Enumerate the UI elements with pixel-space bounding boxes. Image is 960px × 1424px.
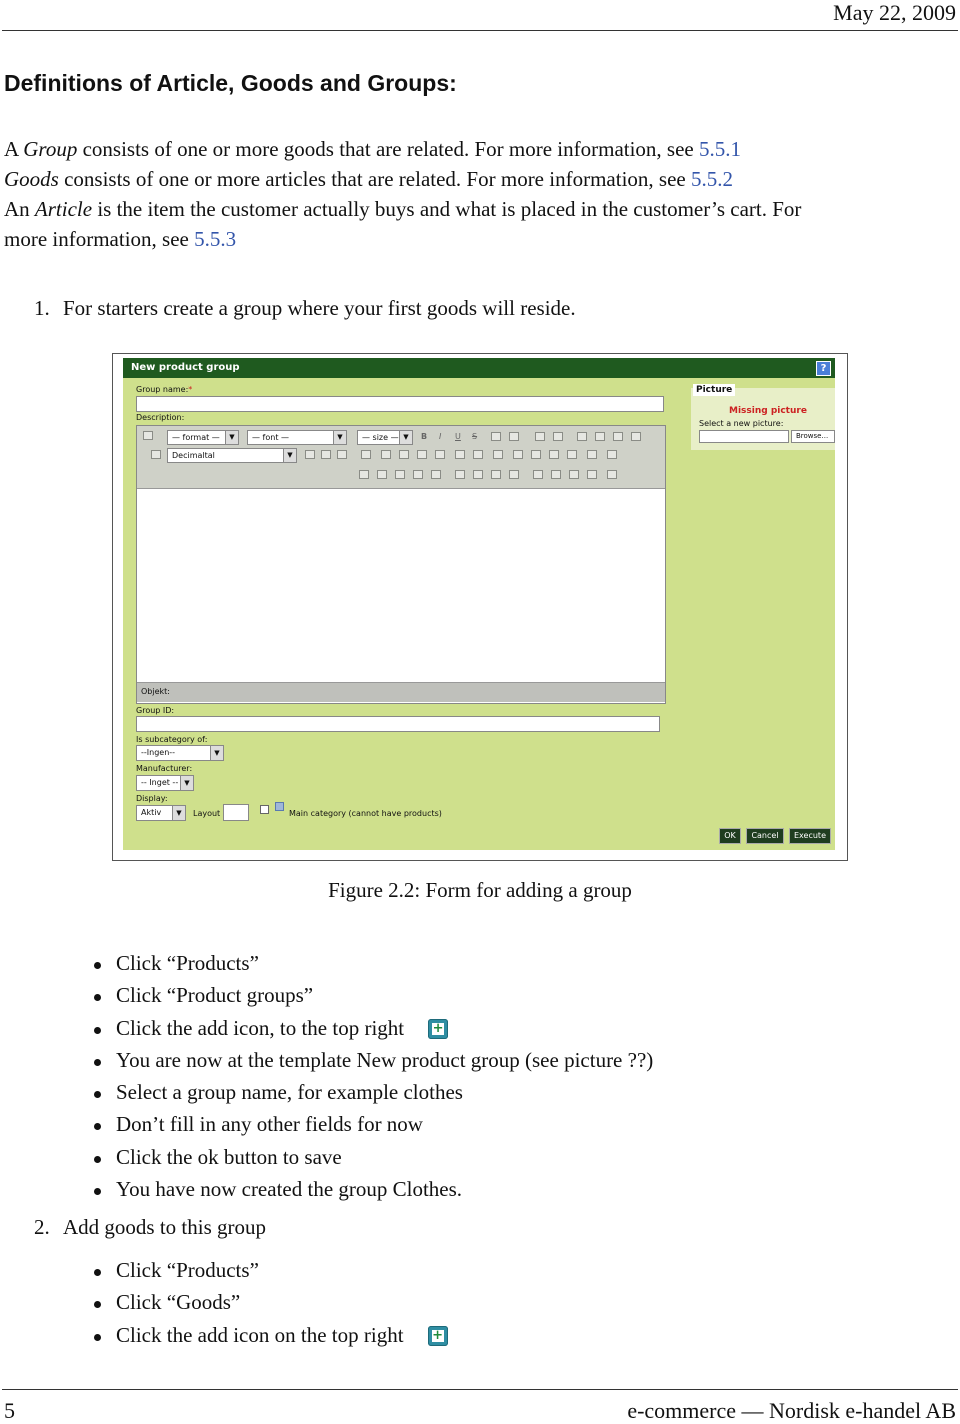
figure-screenshot [112,353,848,861]
undo-icon[interactable] [455,450,465,459]
list-item [90,1077,653,1109]
list-item-text: Select a group name, for example clothes [116,1080,463,1105]
step-text: Add goods to this group [63,1215,267,1239]
subcategory-value: --Ingen-- [141,748,176,757]
definition-line [4,164,960,194]
step-number: 2. [34,1215,50,1239]
definition-ref-link[interactable]: 5.5.3 [194,227,237,251]
definition-line [4,134,960,164]
hr-icon[interactable] [513,450,523,459]
list-icon[interactable] [151,450,161,459]
list-item-text: You have now created the group Clothes. [116,1177,463,1202]
col-delete-icon[interactable] [587,470,597,479]
definition-term: Article [34,197,93,221]
new-product-group-form [123,358,835,850]
header-date: May 22, 2009 [833,0,956,25]
list-item [90,1013,653,1045]
description-label: Description: [136,413,185,422]
subcategory-label: Is subcategory of: [136,735,208,744]
text-color-icon[interactable] [491,432,501,441]
align-center-icon[interactable] [595,432,605,441]
display-label: Display: [136,794,168,803]
cut-icon[interactable] [359,470,369,479]
figure-caption: Figure 2.2: Form for adding a group [328,878,632,902]
footer-rule [2,1389,958,1390]
manufacturer-value: -- Inget -- [141,778,179,787]
bg-color-icon[interactable] [509,432,519,441]
definition-pre: more information, see [4,227,195,251]
bold-button[interactable]: B [421,432,428,441]
size-select-value: — size — [362,433,399,442]
group-name-input[interactable] [136,396,664,412]
group-name-label [136,385,192,395]
bullet-icon [94,1156,101,1163]
definitions-paragraph [4,134,960,254]
chevron-down-icon: ▼ [210,746,223,760]
paste-text-icon[interactable] [413,470,423,479]
step-1 [34,296,576,321]
execute-button[interactable]: Execute [789,828,831,844]
form-header [123,358,835,378]
list-item-text: Click the add icon, to the top right [116,1015,405,1040]
cancel-button[interactable]: Cancel [746,828,784,844]
preview-icon[interactable] [587,450,597,459]
list-item-text: Click the add icon on the top right [116,1322,404,1347]
layout-input[interactable] [223,804,249,821]
list-item [90,1320,448,1352]
required-mark: * [188,385,193,394]
bullet-icon [94,1091,101,1098]
align-right-icon[interactable] [613,432,623,441]
style-select-value: Decimaltal [172,451,215,460]
scissors-icon[interactable] [455,470,465,479]
picture-file-input[interactable] [699,430,789,443]
definition-term: Goods [4,167,59,191]
chevron-down-icon: ▼ [225,431,238,444]
find-icon[interactable] [473,470,483,479]
help-icon[interactable]: ? [816,361,831,376]
definition-line [4,194,960,224]
list-item-text: Click “Products” [116,1258,259,1282]
format-select[interactable] [167,430,239,445]
list-item [90,948,653,980]
group-id-input[interactable] [136,716,660,732]
paste-icon[interactable] [395,470,405,479]
superscript-icon[interactable] [553,432,563,441]
bullet-icon [94,962,101,969]
step-number: 1. [34,296,50,320]
missing-picture-text: Missing picture [729,406,807,416]
list-item [90,1174,653,1206]
definition-ref-link[interactable]: 5.5.2 [690,167,733,191]
bullet-icon [94,1301,101,1308]
subcategory-select[interactable] [136,745,224,761]
bullet-icon [94,1027,101,1034]
description-editor[interactable] [136,425,666,704]
step-2-bullets [90,1255,448,1352]
justify-icon[interactable] [631,432,641,441]
bullet-icon [94,1269,101,1276]
italic-button[interactable]: I [439,432,442,441]
section-title: Definitions of Article, Goods and Groups: [4,70,457,96]
definition-term: Group [23,137,78,161]
picture-title: Picture [693,384,735,396]
definition-post: consists of one or more goods that are related. For more information, see [77,137,699,161]
layout-label: Layout [193,809,221,818]
media-icon[interactable] [567,450,577,459]
chevron-down-icon: ▼ [172,806,185,820]
tree-icon [275,802,284,811]
list-item [90,980,653,1012]
group-id-label: Group ID: [136,706,175,715]
list-item-text: You are now at the template New product group (see picture ??) [116,1047,654,1072]
main-category-label: Main category (cannot have products) [289,809,442,818]
definition-post: consists of one or more articles that are related. For more information, see [58,167,691,191]
font-select-value: — font — [252,433,290,442]
table-icon[interactable] [493,450,503,459]
ok-button[interactable]: OK [719,828,741,844]
merge-cells-icon[interactable] [607,470,617,479]
definition-line [4,224,960,254]
add-icon: + [428,1326,448,1346]
form-title: New product group [131,362,240,373]
browse-button[interactable]: Browse... [791,430,835,443]
display-select[interactable] [136,805,186,821]
select-picture-label: Select a new picture: [699,419,784,428]
indent-icon[interactable] [361,450,371,459]
row-insert-icon[interactable] [533,470,543,479]
editor-statusbar: Objekt: [137,682,665,702]
emoticon-icon[interactable] [549,450,559,459]
bullet-icon [94,1188,101,1195]
list-item [90,1142,653,1174]
manufacturer-select[interactable] [136,775,194,791]
list-item-text: Don’t fill in any other fields for now [116,1112,423,1137]
bullet-icon [94,1059,101,1066]
definition-ref-link[interactable]: 5.5.1 [699,137,741,161]
step-text: For starters create a group where your first goods will reside. [63,296,576,320]
list-item [90,1109,653,1141]
print-icon[interactable] [607,450,617,459]
list-item-text: Click “Products” [116,951,259,975]
bullet-icon [94,1334,101,1341]
bullet-icon [94,994,101,1001]
step-2 [34,1215,266,1240]
footer-page-number: 5 [4,1398,15,1423]
chevron-down-icon: ▼ [399,431,412,444]
list-item [90,1255,448,1287]
footer-title: e-commerce — Nordisk e-handel AB [627,1398,956,1423]
unlink-icon[interactable] [399,450,409,459]
link-icon[interactable] [381,450,391,459]
replace-icon[interactable] [491,470,501,479]
editor-toolbar [137,426,665,489]
bullet-icon [94,1123,101,1130]
outdent-icon[interactable] [337,450,347,459]
picture-panel [691,385,835,450]
bullet-list-icon[interactable] [321,450,331,459]
col-insert-icon[interactable] [569,470,579,479]
chevron-down-icon: ▼ [333,431,346,444]
source-icon[interactable] [143,431,153,440]
list-item-text: Click “Goods” [116,1290,241,1315]
list-item [90,1287,448,1319]
definition-post: is the item the customer actually buys and what is placed in the customer’s cart. For [92,197,802,221]
anchor-icon[interactable] [417,450,427,459]
format-select-value: — format — [172,433,220,442]
chevron-down-icon: ▼ [180,776,193,790]
select-all-icon[interactable] [509,470,519,479]
paste-word-icon[interactable] [431,470,441,479]
copy-icon[interactable] [377,470,387,479]
display-value: Aktiv [141,808,162,817]
definition-pre: An [4,197,35,221]
underline-button[interactable]: U [455,432,461,441]
strike-button[interactable]: S [472,432,478,441]
add-icon: + [428,1019,448,1039]
group-name-label-text: Group name: [136,385,189,394]
list-item-text: Click “Product groups” [116,983,314,1008]
char-icon[interactable] [531,450,541,459]
style-select[interactable] [167,448,297,463]
size-select[interactable] [357,430,413,445]
numbered-list-icon[interactable] [305,450,315,459]
main-category-checkbox[interactable] [260,805,269,814]
redo-icon[interactable] [473,450,483,459]
manufacturer-label: Manufacturer: [136,764,193,773]
list-item-text: Click the ok button to save [116,1144,342,1169]
align-left-icon[interactable] [577,432,587,441]
image-icon[interactable] [435,450,445,459]
definition-pre: A [4,137,24,161]
list-item [90,1045,653,1077]
step-1-bullets [90,948,653,1206]
row-delete-icon[interactable] [551,470,561,479]
chevron-down-icon: ▼ [283,449,296,462]
header-rule [2,30,958,31]
font-select[interactable] [247,430,347,445]
subscript-icon[interactable] [535,432,545,441]
